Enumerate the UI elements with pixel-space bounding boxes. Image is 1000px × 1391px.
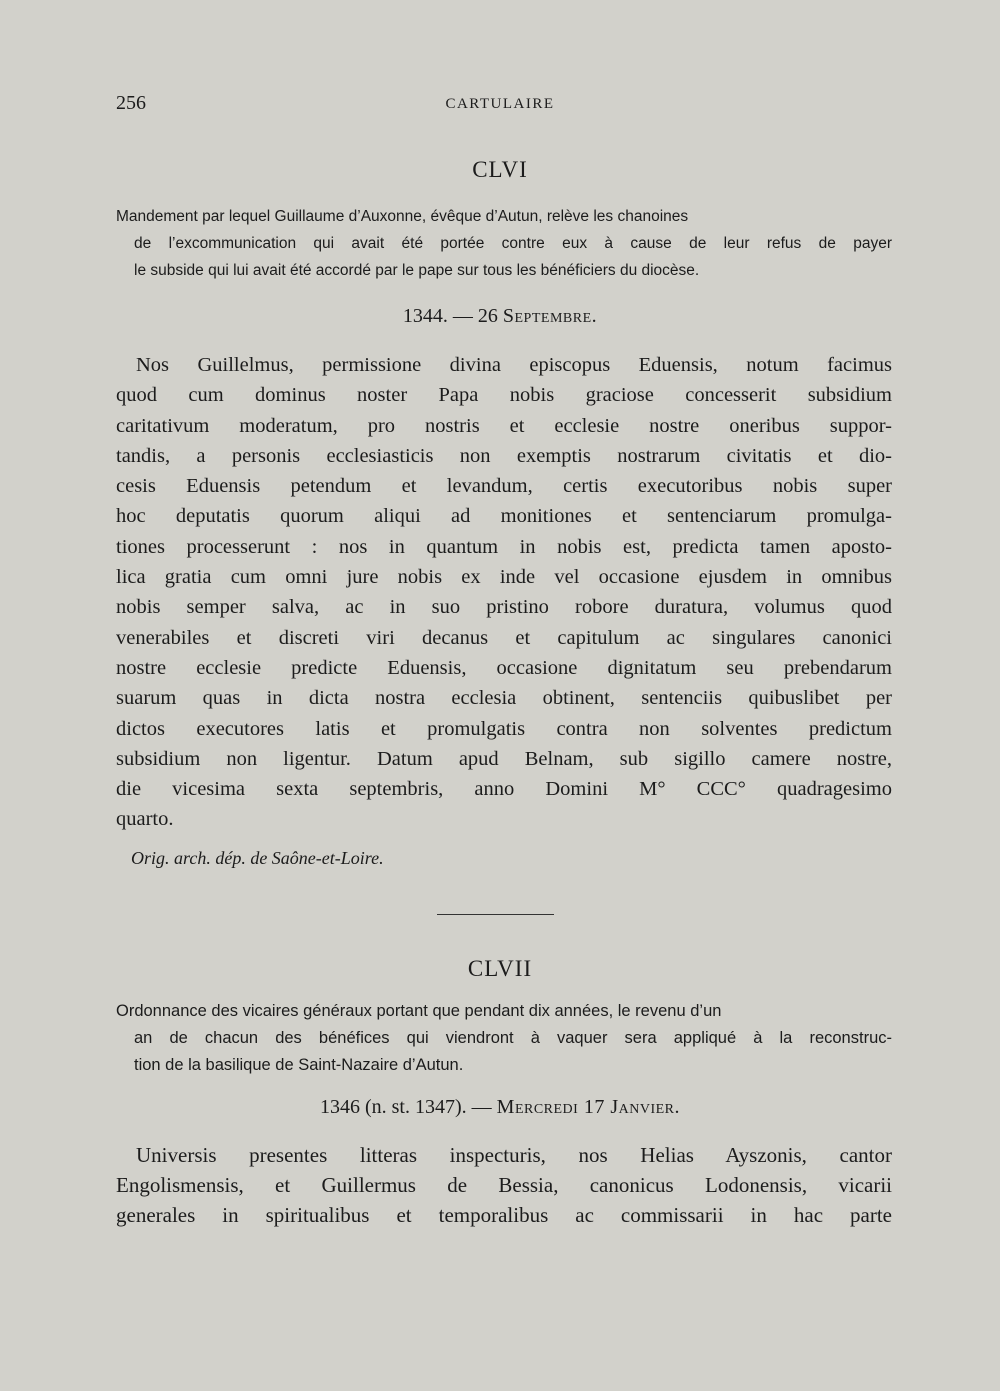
- text-line: generales in spiritualibus et temporalibus ac commissarii in hac parte: [116, 1203, 892, 1227]
- charter-date: [0, 305, 1000, 328]
- archive-source: Orig. arch. dép. de Saône-et-Loire.: [131, 848, 384, 868]
- text-line: die vicesima sexta septembris, anno Domini M° CCC° quadragesimo: [116, 778, 892, 801]
- date-year: 1346 (n. st. 1347). —: [319, 1096, 492, 1118]
- running-title: CARTULAIRE: [445, 96, 555, 112]
- summary-line: Mandement par lequel Guillaume d’Auxonne, évêque d’Autun, relève les chanoines: [116, 208, 689, 225]
- date-year: 1344. — 26: [402, 305, 498, 327]
- summary-line: le subside qui lui avait été accordé par le pape sur tous les bénéficiers du diocèse.: [134, 262, 700, 279]
- text-line: caritativum moderatum, pro nostris et ecclesie nostre oneribus suppor-: [116, 414, 892, 437]
- charter-number: CLVI: [472, 157, 528, 182]
- section-divider: [437, 914, 554, 915]
- text-line: Universis presentes litteras inspecturis, nos Helias Ayszonis, cantor: [136, 1143, 892, 1167]
- text-line: suarum quas in dicta nostra ecclesia obtinent, sentenciis quibuslibet per: [116, 687, 892, 710]
- text-line: Nos Guillelmus, permissione divina episcopus Eduensis, notum facimus: [136, 354, 892, 376]
- text-line: nobis semper salva, ac in suo pristino robore duratura, volumus quod: [116, 596, 892, 619]
- text-line: subsidium non ligentur. Datum apud Belnam, sub sigillo camere nostre,: [116, 747, 892, 770]
- text-line: venerabiles et discreti viri decanus et capitulum ac singulares canonici: [116, 626, 892, 649]
- text-line: Engolismensis, et Guillermus de Bessia, canonicus Lodonensis, vicarii: [116, 1173, 892, 1197]
- summary-line: Ordonnance des vicaires généraux portant que pendant dix années, le revenu d’un: [116, 1002, 722, 1020]
- charter-number: CLVII: [467, 956, 533, 981]
- page-number: 256: [116, 92, 146, 114]
- charter-date: [0, 1096, 1000, 1119]
- text-line: cesis Eduensis petendum et levandum, certis executoribus nobis super: [116, 475, 892, 498]
- text-line: tandis, a personis ecclesiasticis non exemptis nostrarum civitatis et dio-: [116, 444, 892, 467]
- text-line: lica gratia cum omni jure nobis ex inde vel occasione ejusdem in omnibus: [116, 566, 892, 589]
- charter-summary: [116, 998, 892, 1079]
- date-month: Septembre.: [502, 305, 598, 327]
- summary-line: an de chacun des bénéfices qui viendront à vaquer sera appliqué à la reconstruc-: [134, 1029, 892, 1047]
- text-line: quod cum dominus noster Papa nobis graciose concesserit subsidium: [116, 384, 892, 407]
- text-line: quarto.: [116, 808, 174, 831]
- text-line: nostre ecclesie predicte Eduensis, occasione dignitatum seu prebendarum: [116, 656, 892, 679]
- charter-text: [116, 350, 892, 835]
- text-line: tiones processerunt : nos in quantum in nobis est, predicta tamen aposto-: [116, 535, 892, 558]
- text-line: dictos executores latis et promulgatis contra non solventes predictum: [116, 717, 892, 740]
- charter-text: [116, 1140, 892, 1230]
- date-day: Mercredi 17 Janvier.: [496, 1096, 680, 1118]
- charter-summary: [116, 203, 892, 284]
- summary-line: de l’excommunication qui avait été portée contre eux à cause de leur refus de payer: [134, 235, 892, 252]
- summary-line: tion de la basilique de Saint-Nazaire d’Autun.: [134, 1056, 464, 1074]
- text-line: hoc deputatis quorum aliqui ad monitiones et sentenciarum promulga-: [116, 505, 892, 528]
